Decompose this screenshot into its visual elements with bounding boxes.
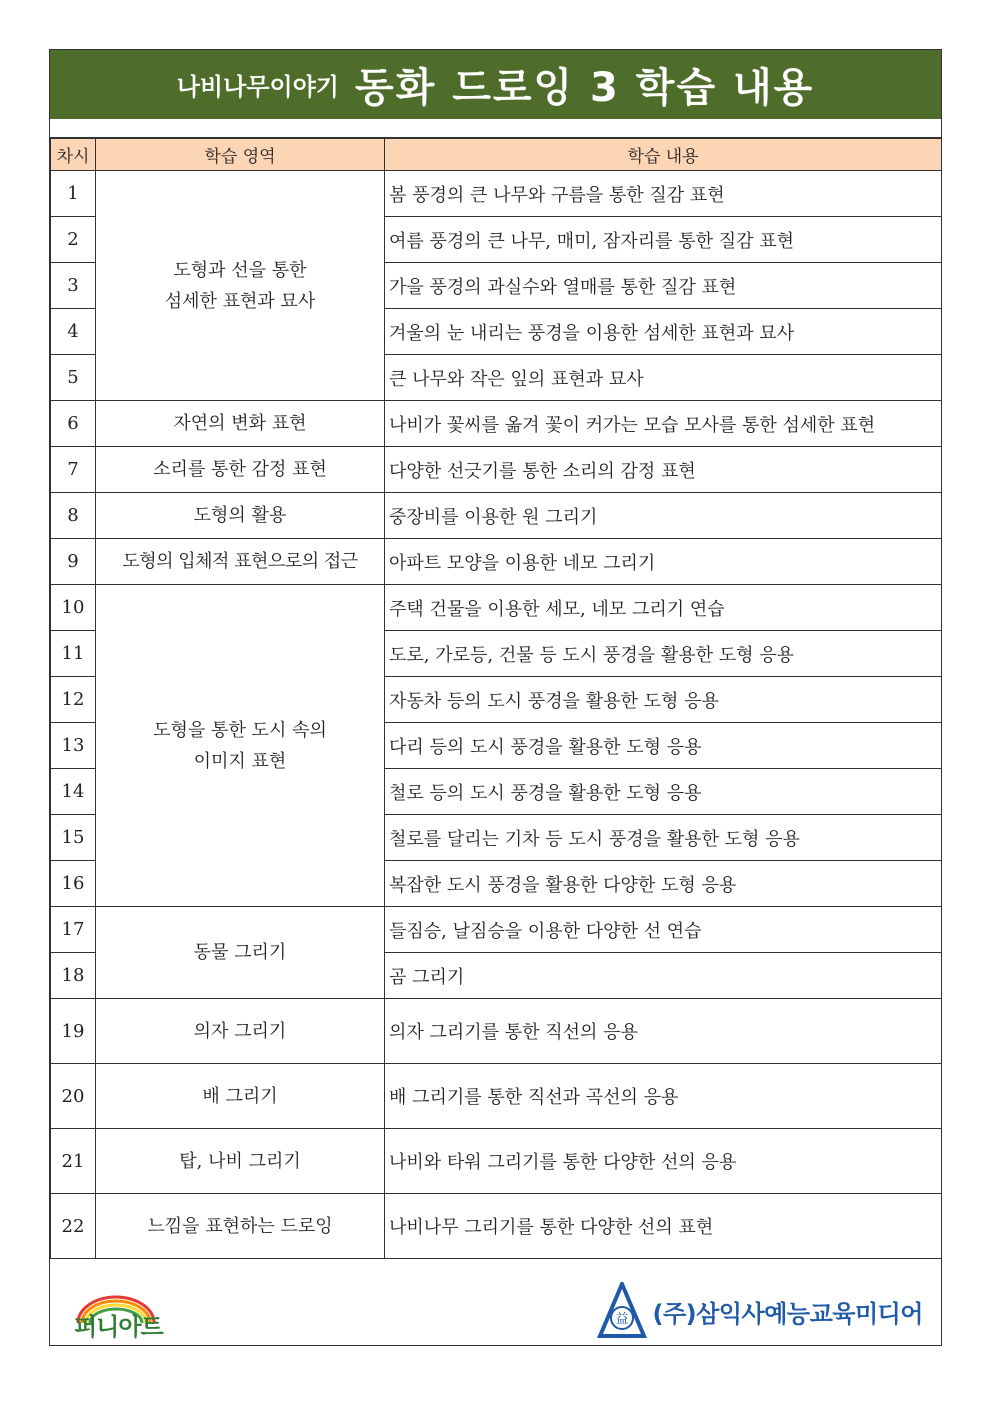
spacer-row xyxy=(50,119,941,138)
learning-content: 철로를 달리는 기차 등 도시 풍경을 활용한 도형 응용 xyxy=(385,815,942,861)
learning-content: 아파트 모양을 이용한 네모 그리기 xyxy=(385,539,942,585)
learning-content: 복잡한 도시 풍경을 활용한 다양한 도형 응용 xyxy=(385,861,942,907)
table-row xyxy=(51,907,942,953)
samik-logo-text: (주)삼익사예능교육미디어 xyxy=(652,1299,923,1328)
document-frame xyxy=(49,49,942,1346)
area-text: 도형과 선을 통한 섬세한 표현과 묘사 xyxy=(164,259,316,312)
row-number: 9 xyxy=(51,539,96,585)
learning-content: 배 그리기를 통한 직선과 곡선의 응용 xyxy=(385,1064,942,1129)
learning-content: 의자 그리기를 통한 직선의 응용 xyxy=(385,999,942,1064)
learning-content: 곰 그리기 xyxy=(385,953,942,999)
table-row xyxy=(51,539,942,585)
learning-content: 여름 풍경의 큰 나무, 매미, 잠자리를 통한 질감 표현 xyxy=(385,217,942,263)
table-row xyxy=(51,999,942,1064)
learning-area: 자연의 변화 표현 xyxy=(96,401,385,447)
area-text: 도형을 통한 도시 속의 이미지 표현 xyxy=(153,719,327,772)
title-main: 동화 드로잉 3 학습 내용 xyxy=(355,65,815,111)
learning-content: 중장비를 이용한 원 그리기 xyxy=(385,493,942,539)
row-number: 3 xyxy=(51,263,96,309)
header-area: 학습 영역 xyxy=(96,139,385,171)
funny-art-logo xyxy=(70,1283,190,1339)
row-number: 15 xyxy=(51,815,96,861)
learning-content: 겨울의 눈 내리는 풍경을 이용한 섬세한 표현과 묘사 xyxy=(385,309,942,355)
row-number: 22 xyxy=(51,1194,96,1259)
curriculum-table xyxy=(50,138,942,1259)
triangle-logo-icon xyxy=(597,1282,647,1340)
learning-content: 들짐승, 날짐승을 이용한 다양한 선 연습 xyxy=(385,907,942,953)
table-row xyxy=(51,447,942,493)
row-number: 14 xyxy=(51,769,96,815)
learning-area xyxy=(96,585,385,907)
learning-content: 가을 풍경의 과실수와 열매를 통한 질감 표현 xyxy=(385,263,942,309)
learning-content: 주택 건물을 이용한 세모, 네모 그리기 연습 xyxy=(385,585,942,631)
learning-content: 자동차 등의 도시 풍경을 활용한 도형 응용 xyxy=(385,677,942,723)
row-number: 6 xyxy=(51,401,96,447)
samik-logo xyxy=(597,1281,923,1341)
row-number: 20 xyxy=(51,1064,96,1129)
title-prefix: 나비나무이야기 xyxy=(176,73,339,101)
table-row xyxy=(51,1129,942,1194)
learning-area: 탑, 나비 그리기 xyxy=(96,1129,385,1194)
row-number: 19 xyxy=(51,999,96,1064)
header-content: 학습 내용 xyxy=(385,139,942,171)
learning-content: 철로 등의 도시 풍경을 활용한 도형 응용 xyxy=(385,769,942,815)
learning-content: 나비가 꽃씨를 옮겨 꽃이 커가는 모습 모사를 통한 섬세한 표현 xyxy=(385,401,942,447)
learning-area: 도형의 활용 xyxy=(96,493,385,539)
row-number: 1 xyxy=(51,171,96,217)
learning-area: 느낌을 표현하는 드로잉 xyxy=(96,1194,385,1259)
learning-content: 봄 풍경의 큰 나무와 구름을 통한 질감 표현 xyxy=(385,171,942,217)
table-row xyxy=(51,1064,942,1129)
learning-content: 큰 나무와 작은 잎의 표현과 묘사 xyxy=(385,355,942,401)
row-number: 4 xyxy=(51,309,96,355)
learning-area: 의자 그리기 xyxy=(96,999,385,1064)
footer xyxy=(50,1275,941,1345)
table-row xyxy=(51,585,942,631)
row-number: 16 xyxy=(51,861,96,907)
table-row xyxy=(51,401,942,447)
row-number: 11 xyxy=(51,631,96,677)
funny-art-logo-text: 퍼니아트 xyxy=(74,1313,163,1341)
learning-area xyxy=(96,171,385,401)
row-number: 13 xyxy=(51,723,96,769)
triangle-logo-symbol: 益 xyxy=(615,1312,629,1327)
learning-area: 도형의 입체적 표현으로의 접근 xyxy=(96,539,385,585)
learning-content: 다양한 선긋기를 통한 소리의 감정 표현 xyxy=(385,447,942,493)
row-number: 2 xyxy=(51,217,96,263)
learning-content: 나비나무 그리기를 통한 다양한 선의 표현 xyxy=(385,1194,942,1259)
row-number: 21 xyxy=(51,1129,96,1194)
table-row xyxy=(51,171,942,217)
table-row xyxy=(51,493,942,539)
row-number: 18 xyxy=(51,953,96,999)
header-session: 차시 xyxy=(51,139,96,171)
row-number: 17 xyxy=(51,907,96,953)
title-banner xyxy=(50,50,941,119)
table-row xyxy=(51,1194,942,1259)
learning-content: 다리 등의 도시 풍경을 활용한 도형 응용 xyxy=(385,723,942,769)
learning-content: 도로, 가로등, 건물 등 도시 풍경을 활용한 도형 응용 xyxy=(385,631,942,677)
row-number: 7 xyxy=(51,447,96,493)
learning-area: 소리를 통한 감정 표현 xyxy=(96,447,385,493)
row-number: 5 xyxy=(51,355,96,401)
row-number: 10 xyxy=(51,585,96,631)
learning-content: 나비와 타워 그리기를 통한 다양한 선의 응용 xyxy=(385,1129,942,1194)
table-header-row xyxy=(51,139,942,171)
row-number: 12 xyxy=(51,677,96,723)
learning-area: 동물 그리기 xyxy=(96,907,385,999)
row-number: 8 xyxy=(51,493,96,539)
learning-area: 배 그리기 xyxy=(96,1064,385,1129)
